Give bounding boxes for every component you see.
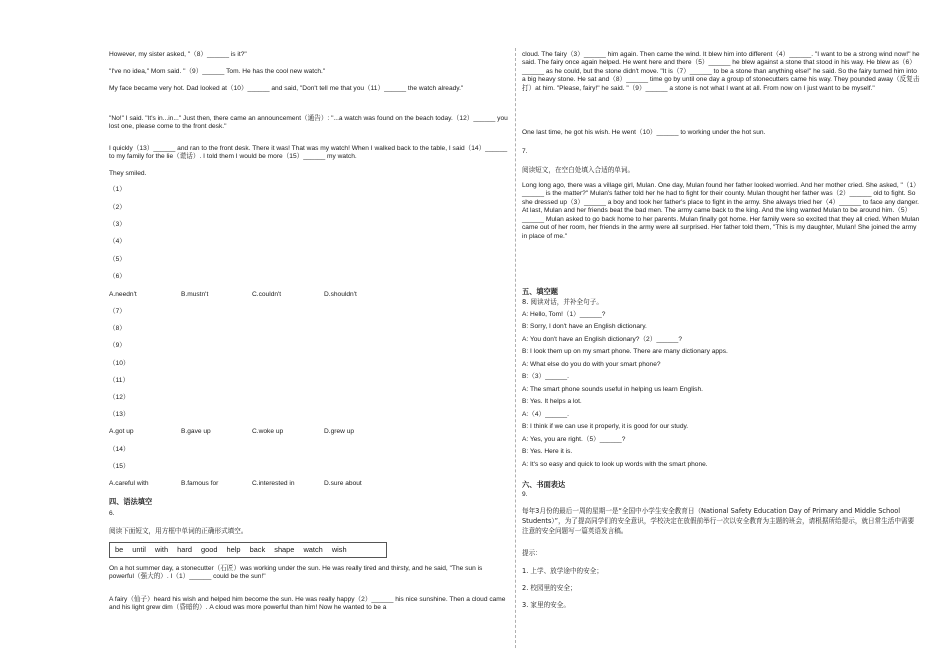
answer-number: （11）: [109, 377, 130, 384]
hint-item: 2. 校园里的安全；: [522, 584, 577, 592]
answer-number: （6）: [109, 273, 126, 280]
option-d: D.grew up: [324, 428, 355, 435]
dialogue-line: B: Yes. Here it is.: [522, 448, 573, 455]
paragraph-front-desk: I quickly（13）______ and ran to the front desk. There it was! That was my watch! When I walked back to the table, I said（14）______ to my family for the lie（谎话）. I told them I would be more（15）______ my watch.: [109, 145, 508, 161]
left-column: [109, 0, 509, 672]
paragraph-no-idea: "I've no idea," Mom said. "（9）______ Tom. He has the cool new watch.": [109, 68, 326, 75]
right-column: [522, 0, 920, 672]
option-c: C.interested in: [252, 480, 295, 487]
answer-number: （12）: [109, 394, 130, 401]
dialogue-line: A: It's so easy and quick to look up words with the smart phone.: [522, 461, 708, 468]
question-heading: 8. 阅读对话，并补全句子。: [522, 298, 603, 306]
hint-item: 1. 上学、放学途中的安全；: [522, 567, 603, 575]
answer-number: （5）: [109, 256, 126, 263]
answer-number: （15）: [109, 463, 130, 470]
question-instruction: 阅读短文，在空白处填入合适的单词。: [522, 166, 635, 174]
question-instruction: 阅读下面短文，用方框中单词的正确形式填空。: [109, 527, 248, 535]
option-c: C.woke up: [252, 428, 284, 435]
paragraph-last-time: One last time, he got his wish. He went（10）______ to working under the hot sun.: [522, 129, 766, 136]
answer-number: （10）: [109, 360, 130, 367]
answer-number: （7）: [109, 308, 126, 315]
word: be: [115, 545, 124, 554]
option-d: D.sure about: [324, 480, 362, 487]
word: with: [154, 545, 169, 554]
paragraph-fairy: A fairy（仙子）heard his wish and helped him become the sun. He was really happy（2）______ his nice sunshine. Then a cloud came and his light grew dim（昏暗的）. A cloud was more powerful than him! Now he wanted to be a: [109, 596, 506, 612]
paragraph-face: My face became very hot. Dad looked at（10）______ and said, "Don't tell me that you（11）______ the watch already.": [109, 85, 464, 92]
dialogue-line: A: You don't have an English dictionary?（2）______?: [522, 336, 682, 343]
dialogue-line: A: Hello, Tom!（1）______?: [522, 311, 606, 318]
word: help: [226, 545, 241, 554]
section-heading-fill-blank: 五、填空题: [522, 287, 558, 296]
word-box: [109, 542, 387, 558]
option-d: D.shouldn't: [324, 291, 357, 298]
paragraph-announcement: "No!" I said. "It's in...in..." Just then, there came an announcement（通告）: "...a watch was found on the beach today.（12）______ you lost one, please come to the front desk.": [109, 115, 508, 131]
word: wish: [331, 545, 347, 554]
dialogue-line: A: The smart phone sounds useful in helping us learn English.: [522, 386, 703, 393]
answer-number: （8）: [109, 325, 126, 332]
answer-number: （4）: [109, 238, 126, 245]
option-b: B.gave up: [181, 428, 211, 435]
option-b: B.famous for: [181, 480, 219, 487]
word: hard: [177, 545, 192, 554]
answer-number: （13）: [109, 411, 130, 418]
word: back: [249, 545, 266, 554]
dialogue-line: B: Yes. It helps a lot.: [522, 398, 582, 405]
option-b: B.mustn't: [181, 291, 209, 298]
dialogue-line: B: Sorry, I don't have an English dictionary.: [522, 323, 647, 330]
paragraph-sister: However, my sister asked, "（8）______ is it?": [109, 51, 247, 58]
answer-number: （3）: [109, 221, 126, 228]
paragraph-summer-day: On a hot summer day, a stonecutter（石匠）was working under the sun. He was really tired and thirsty, and he said, "The sun is powerful（强大的）. I（1）______ could be the sun!": [109, 565, 483, 581]
dialogue-line: B:（3）______.: [522, 373, 569, 380]
word: watch: [303, 545, 323, 554]
option-c: C.couldn't: [252, 291, 282, 298]
word: shape: [274, 545, 295, 554]
hint-label: 提示：: [522, 549, 542, 557]
answer-number: （2）: [109, 204, 126, 211]
paragraph-mulan: Long long ago, there was a village girl, Mulan. One day, Mulan found her father looked worried. And her mother cried. She asked, "（1）______ is the matter?" Mulan's father told her he had to fight for their county. Mulan thought her father was（2）______ old to fight. So she dressed up（3）______ a boy and took her father's place to fight in the army. She always tried her（4）______ to face any danger. At last, Mulan and her friends beat the bad men. The army came back to the king. And the king wanted Mulan to be around him.（5）______ Mulan asked to go back home to her parents. Mulan finally got home. Her family were so excited that they all cried. When Mulan came out of her room, her friends in the army were all surprised. Her father told them, "This is my daughter, Mulan! She joined the army in place of me.": [522, 182, 920, 240]
column-divider: [515, 48, 516, 648]
option-a: A.got up: [109, 428, 134, 435]
writing-prompt: 每年3月份的最后一周的星期一是“全国中小学生安全教育日（National Safety Education Day of Primary and Middle School Students）”，为了提高同学们的安全意识，学校决定在放假前举行一次以安全教育为主题的班会，请根据所给提示，就日常生活中需要注意的安全问题写一篇英语发言稿。: [522, 507, 915, 536]
option-a: A.needn't: [109, 291, 137, 298]
paragraph-smiled: They smiled.: [109, 170, 147, 177]
paragraph-cloud: cloud. The fairy（3）______ him again. Then came the wind. It blew him into different（4）______. "I want to be a strong wind now!" he said. The fairy once again helped. He went here and there（5）______ he blew against a stone that stood in his way. He blew as（6）______ as he could, but the stone didn't move. "It is（7）______ to be a stone than anything else!" he said. So the fairy turned him into a big heavy stone. He sat and（8）______ time go by until one day a group of stonecutters came his way. They pounded away（反复击打）at him. "Please, fairy!" he said. "（9）______ a stone is not what I want at all. From now on I just want to be myself.": [522, 51, 920, 92]
dialogue-line: B: I think if we can use it properly, it is good for our study.: [522, 423, 689, 430]
question-number: 7.: [522, 148, 528, 155]
answer-number: （9）: [109, 342, 126, 349]
hint-item: 3. 家里的安全。: [522, 601, 570, 609]
question-number: 9.: [522, 491, 528, 498]
word: until: [132, 545, 146, 554]
section-heading-grammar: 四、语法填空: [109, 497, 153, 506]
dialogue-line: B: I look them up on my smart phone. There are many dictionary apps.: [522, 348, 728, 355]
question-number: 6.: [109, 510, 115, 517]
section-heading-writing: 六、书面表达: [522, 480, 566, 489]
word: good: [201, 545, 218, 554]
answer-number: （1）: [109, 186, 126, 193]
dialogue-line: A:（4）______.: [522, 411, 569, 418]
dialogue-line: A: What else do you do with your smart phone?: [522, 361, 661, 368]
answer-number: （14）: [109, 446, 130, 453]
option-a: A.careful with: [109, 480, 149, 487]
dialogue-line: A: Yes, you are right.（5）______?: [522, 436, 626, 443]
